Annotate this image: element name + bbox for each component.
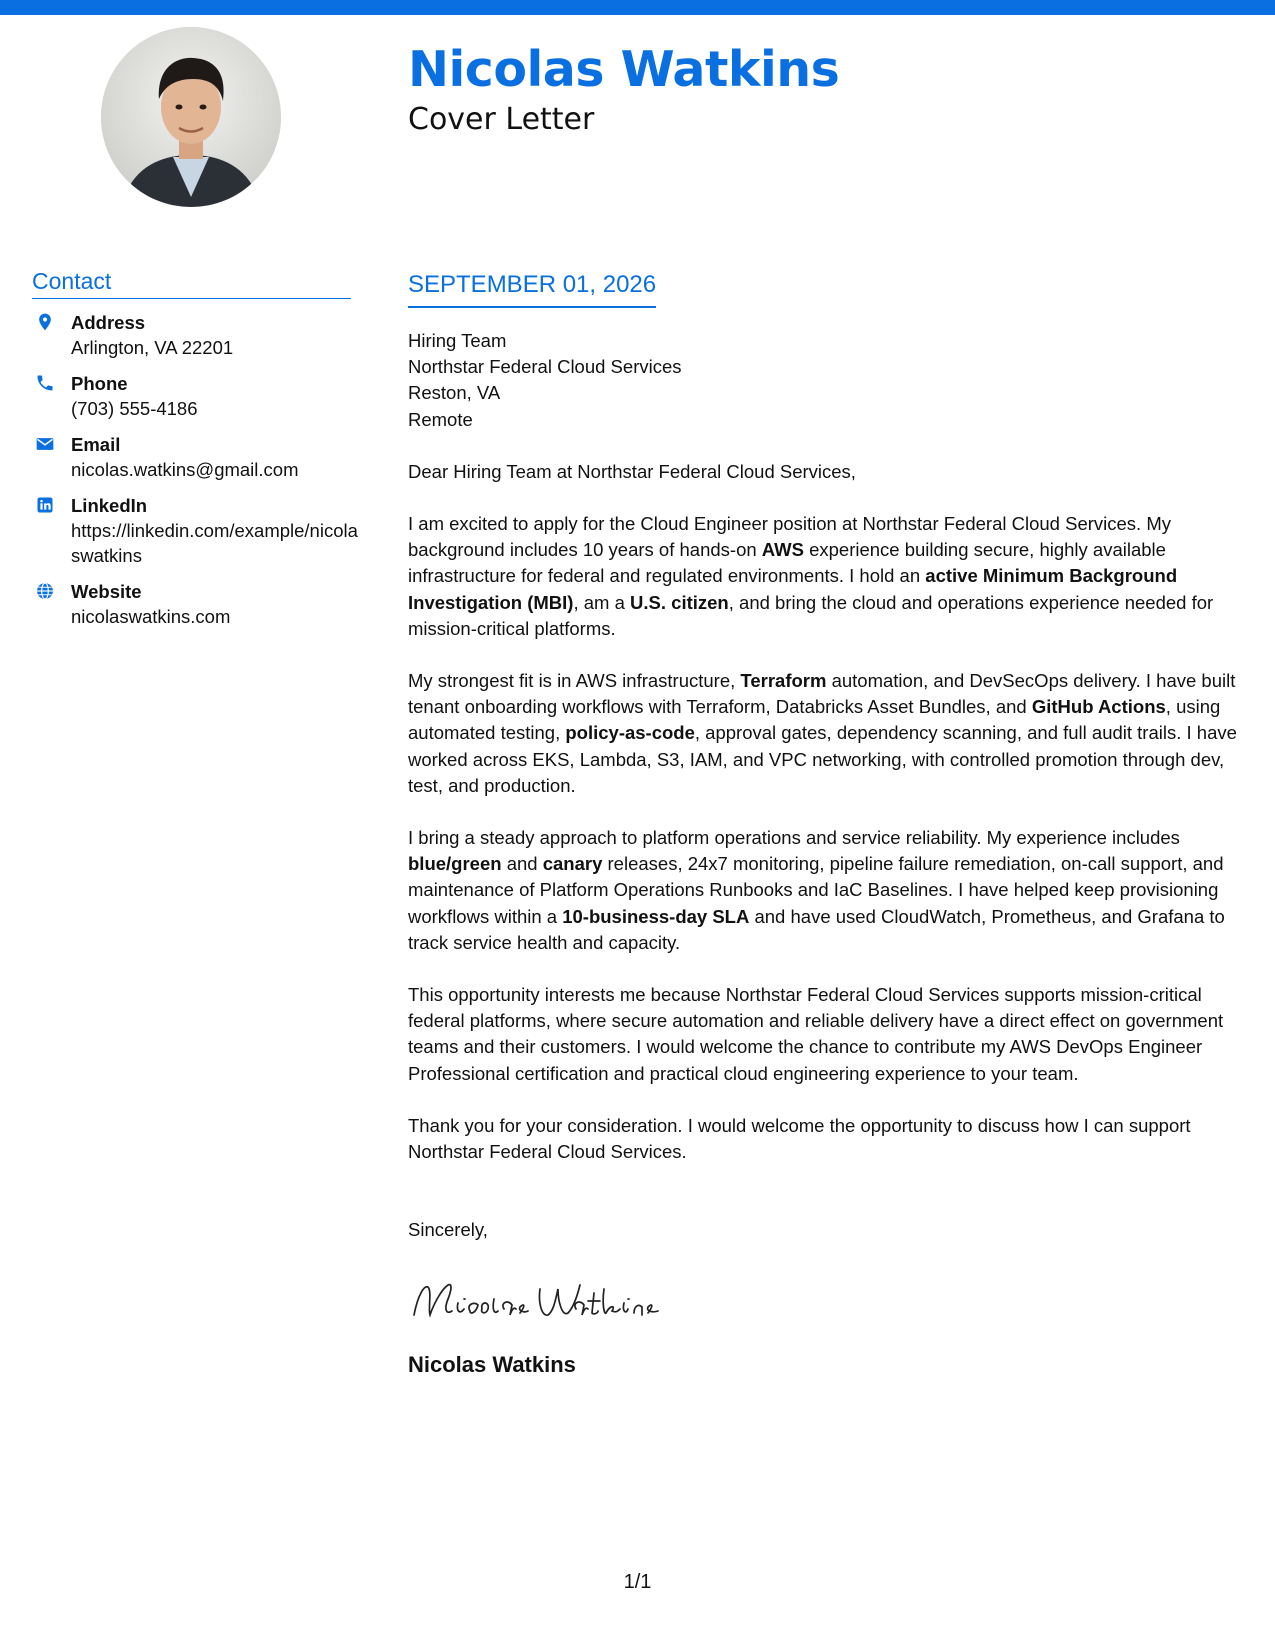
- letter-paragraph: [408, 825, 1248, 956]
- letter-paragraph: [408, 668, 1248, 799]
- globe-icon: [35, 581, 55, 601]
- top-accent-bar: [0, 0, 1275, 15]
- paragraph-text: releases, 24x7 monitoring, pipeline failure remediation, on-call support, and maintenance of Platform Operations Runbooks and IaC Baselines. I have helped keep provisioning workflows within a: [408, 853, 1224, 927]
- location-pin-icon: [35, 312, 55, 332]
- paragraph-text: My strongest fit is in AWS infrastructure,: [408, 670, 741, 692]
- letter-paragraph: [408, 982, 1248, 1087]
- letter-paragraph: [408, 1113, 1248, 1165]
- contact-value: (703) 555-4186: [71, 398, 198, 419]
- page-number: 1/1: [623, 1571, 652, 1593]
- letter-paragraphs: [408, 511, 1248, 1165]
- emphasis-text: GitHub Actions: [1031, 696, 1166, 718]
- paragraph-text: automation, and DevSecOps delivery. I have built tenant onboarding workflows with Terraform, Databricks Asset Bundles, and: [408, 670, 1236, 718]
- paragraph-text: , and bring the cloud and operations experience needed for mission-critical platforms.: [408, 591, 1214, 639]
- emphasis-text: U.S. citizen: [630, 591, 729, 613]
- emphasis-text: canary: [542, 853, 603, 875]
- contact-label: Website: [71, 581, 142, 602]
- contact-label: Email: [71, 434, 121, 455]
- contact-address: [32, 310, 362, 360]
- paragraph-text: I bring a steady approach to platform operations and service reliability. My experience includes: [408, 827, 1180, 849]
- emphasis-text: Terraform: [740, 670, 827, 692]
- contact-list: [32, 310, 362, 640]
- paragraph-text: , am a: [573, 591, 631, 613]
- contact-phone: [32, 371, 362, 421]
- paragraph-text: Thank you for your consideration. I would welcome the opportunity to discuss how I can support Northstar Federal Cloud Services.: [408, 1114, 1191, 1163]
- paragraph-text: experience building secure, highly available infrastructure for federal and regulated environments. I hold an: [408, 539, 1166, 587]
- phone-icon: [35, 373, 55, 393]
- closing: Sincerely,: [408, 1219, 488, 1241]
- document-subtitle: Cover Letter: [408, 102, 595, 137]
- letter-body: [408, 270, 1248, 1379]
- recipient-line: Reston, VA: [408, 382, 501, 404]
- letter-paragraph: [408, 511, 1248, 642]
- contact-email: [32, 432, 362, 482]
- contact-heading: Contact: [32, 268, 351, 299]
- recipient-block: [408, 328, 1248, 433]
- recipient-line: Northstar Federal Cloud Services: [408, 356, 682, 378]
- profile-photo: [101, 27, 281, 207]
- email-icon: [35, 434, 55, 454]
- emphasis-text: blue/green: [408, 853, 502, 875]
- applicant-name: Nicolas Watkins: [408, 41, 840, 98]
- paragraph-text: , approval gates, dependency scanning, and full audit trails. I have worked across EKS, Lambda, S3, IAM, and VPC networking, with controlled promotion through dev, test, and production.: [408, 722, 1237, 796]
- contact-label: Address: [71, 312, 146, 333]
- contact-value[interactable]: https://linkedin.com/example/nicolaswatkins: [71, 520, 358, 566]
- paragraph-text: I am excited to apply for the Cloud Engineer position at Northstar Federal Cloud Services. My background includes 10 years of hands-on: [408, 513, 1171, 561]
- contact-website: [32, 579, 362, 629]
- emphasis-text: policy-as-code: [565, 722, 695, 744]
- contact-value: Arlington, VA 22201: [71, 337, 234, 358]
- recipient-line: Remote: [408, 408, 473, 430]
- letter-date: SEPTEMBER 01, 2026: [408, 270, 656, 308]
- contact-value: nicolas.watkins@gmail.com: [71, 459, 299, 480]
- paragraph-text: and have used CloudWatch, Prometheus, and Grafana to track service health and capacity.: [408, 905, 1225, 953]
- contact-value[interactable]: nicolaswatkins.com: [71, 606, 231, 627]
- recipient-line: Hiring Team: [408, 330, 507, 351]
- signer-name: Nicolas Watkins: [408, 1352, 576, 1378]
- emphasis-text: AWS: [761, 539, 804, 561]
- emphasis-text: active Minimum Background Investigation (MBI): [408, 565, 1178, 613]
- linkedin-icon: [35, 495, 55, 515]
- paragraph-text: and: [501, 853, 543, 875]
- salutation: Dear Hiring Team at Northstar Federal Cloud Services,: [408, 460, 856, 482]
- contact-label: Phone: [71, 373, 128, 394]
- paragraph-text: This opportunity interests me because Northstar Federal Cloud Services supports mission-critical federal platforms, where secure automation and reliable delivery have a direct effect on government teams and their customers. I would welcome the chance to contribute my AWS DevOps Engineer Professional certification and practical cloud engineering experience to your team.: [408, 984, 1224, 1084]
- contact-linkedin: [32, 493, 362, 568]
- paragraph-text: , using automated testing,: [408, 696, 1221, 744]
- emphasis-text: 10-business-day SLA: [562, 905, 750, 927]
- contact-label: LinkedIn: [71, 495, 148, 516]
- handwritten-signature: [408, 1275, 1248, 1327]
